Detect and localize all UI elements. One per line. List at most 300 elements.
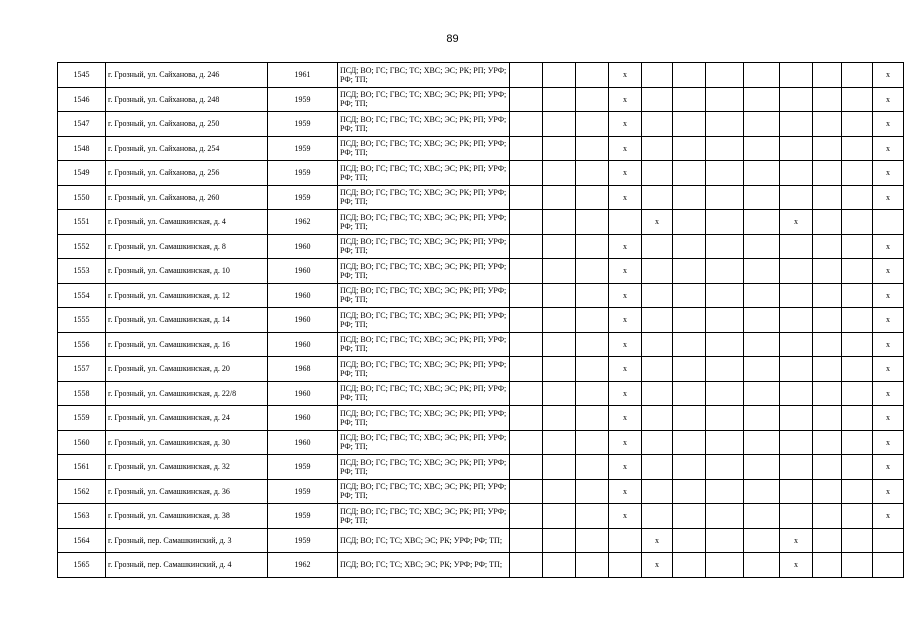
mark-cell [744, 504, 780, 529]
row-number: 1551 [58, 210, 106, 235]
mark-cell [842, 479, 873, 504]
mark-cell [543, 63, 576, 88]
row-number: 1557 [58, 357, 106, 382]
mark-cell [642, 136, 673, 161]
mark-cell [813, 430, 842, 455]
works-cell: ПСД; ВО; ГС; ГВС; ТС; ХВС; ЭС; РК; РП; УРФ; РФ; ТП; [338, 381, 510, 406]
mark-cell [576, 283, 609, 308]
row-number: 1549 [58, 161, 106, 186]
mark-cell [673, 259, 706, 284]
mark-cell [813, 406, 842, 431]
mark-cell: x [609, 283, 642, 308]
mark-cell [510, 136, 543, 161]
mark-cell [842, 455, 873, 480]
works-cell: ПСД; ВО; ГС; ГВС; ТС; ХВС; ЭС; РК; РП; УРФ; РФ; ТП; [338, 308, 510, 333]
mark-cell [780, 455, 813, 480]
mark-cell [706, 332, 744, 357]
works-cell: ПСД; ВО; ГС; ГВС; ТС; ХВС; ЭС; РК; РП; УРФ; РФ; ТП; [338, 161, 510, 186]
mark-cell [543, 87, 576, 112]
mark-cell: x [873, 430, 904, 455]
table-row [58, 528, 904, 553]
mark-cell [673, 234, 706, 259]
mark-cell [842, 259, 873, 284]
mark-cell [813, 332, 842, 357]
address-cell: г. Грозный, пер. Самашкинский, д. 3 [106, 528, 268, 553]
row-number: 1547 [58, 112, 106, 137]
year-cell: 1959 [268, 528, 338, 553]
row-number: 1565 [58, 553, 106, 578]
year-cell: 1960 [268, 283, 338, 308]
mark-cell [510, 504, 543, 529]
mark-cell [576, 479, 609, 504]
mark-cell [673, 63, 706, 88]
address-cell: г. Грозный, ул. Самашкинская, д. 8 [106, 234, 268, 259]
year-cell: 1960 [268, 332, 338, 357]
mark-cell [706, 87, 744, 112]
year-cell: 1959 [268, 504, 338, 529]
mark-cell: x [642, 528, 673, 553]
mark-cell [744, 210, 780, 235]
mark-cell [673, 406, 706, 431]
mark-cell [842, 381, 873, 406]
mark-cell [744, 381, 780, 406]
mark-cell [744, 308, 780, 333]
mark-cell [842, 406, 873, 431]
works-cell: ПСД; ВО; ГС; ГВС; ТС; ХВС; ЭС; РК; РП; УРФ; РФ; ТП; [338, 357, 510, 382]
mark-cell [706, 112, 744, 137]
mark-cell [813, 357, 842, 382]
address-cell: г. Грозный, ул. Сайханова, д. 256 [106, 161, 268, 186]
mark-cell [576, 234, 609, 259]
mark-cell [780, 479, 813, 504]
mark-cell [744, 161, 780, 186]
mark-cell [706, 136, 744, 161]
mark-cell [842, 528, 873, 553]
mark-cell [813, 381, 842, 406]
mark-cell [780, 406, 813, 431]
mark-cell [842, 161, 873, 186]
works-cell: ПСД; ВО; ГС; ГВС; ТС; ХВС; ЭС; РК; РП; УРФ; РФ; ТП; [338, 87, 510, 112]
address-cell: г. Грозный, ул. Сайханова, д. 248 [106, 87, 268, 112]
row-number: 1546 [58, 87, 106, 112]
table-row [58, 63, 904, 88]
mark-cell [873, 553, 904, 578]
mark-cell: x [609, 308, 642, 333]
mark-cell [780, 136, 813, 161]
mark-cell: x [609, 332, 642, 357]
year-cell: 1959 [268, 112, 338, 137]
mark-cell [706, 308, 744, 333]
mark-cell [510, 234, 543, 259]
address-cell: г. Грозный, ул. Сайханова, д. 250 [106, 112, 268, 137]
mark-cell [510, 553, 543, 578]
mark-cell [510, 332, 543, 357]
mark-cell [813, 283, 842, 308]
year-cell: 1961 [268, 63, 338, 88]
mark-cell [780, 283, 813, 308]
year-cell: 1960 [268, 308, 338, 333]
mark-cell: x [873, 63, 904, 88]
mark-cell [576, 504, 609, 529]
mark-cell [744, 357, 780, 382]
mark-cell [576, 553, 609, 578]
address-cell: г. Грозный, ул. Самашкинская, д. 30 [106, 430, 268, 455]
works-cell: ПСД; ВО; ГС; ТС; ХВС; ЭС; РК; УРФ; РФ; ТП; [338, 553, 510, 578]
row-number: 1560 [58, 430, 106, 455]
mark-cell [813, 308, 842, 333]
works-cell: ПСД; ВО; ГС; ГВС; ТС; ХВС; ЭС; РК; РП; УРФ; РФ; ТП; [338, 259, 510, 284]
mark-cell: x [873, 161, 904, 186]
mark-cell [842, 430, 873, 455]
mark-cell [642, 479, 673, 504]
address-cell: г. Грозный, ул. Самашкинская, д. 12 [106, 283, 268, 308]
year-cell: 1960 [268, 234, 338, 259]
mark-cell [543, 283, 576, 308]
mark-cell [673, 87, 706, 112]
mark-cell: x [780, 210, 813, 235]
mark-cell [673, 185, 706, 210]
mark-cell: x [780, 528, 813, 553]
row-number: 1545 [58, 63, 106, 88]
mark-cell [744, 528, 780, 553]
mark-cell [780, 185, 813, 210]
mark-cell [543, 136, 576, 161]
mark-cell [706, 234, 744, 259]
mark-cell [706, 479, 744, 504]
year-cell: 1962 [268, 553, 338, 578]
mark-cell [842, 553, 873, 578]
mark-cell: x [609, 259, 642, 284]
table-row [58, 406, 904, 431]
mark-cell [576, 406, 609, 431]
row-number: 1554 [58, 283, 106, 308]
mark-cell: x [609, 406, 642, 431]
mark-cell: x [873, 259, 904, 284]
mark-cell [642, 406, 673, 431]
row-number: 1559 [58, 406, 106, 431]
works-cell: ПСД; ВО; ГС; ГВС; ТС; ХВС; ЭС; РК; РП; УРФ; РФ; ТП; [338, 63, 510, 88]
mark-cell [576, 185, 609, 210]
address-cell: г. Грозный, ул. Самашкинская, д. 36 [106, 479, 268, 504]
mark-cell [842, 234, 873, 259]
mark-cell [510, 381, 543, 406]
mark-cell [576, 210, 609, 235]
mark-cell: x [873, 455, 904, 480]
works-cell: ПСД; ВО; ГС; ГВС; ТС; ХВС; ЭС; РК; РП; УРФ; РФ; ТП; [338, 504, 510, 529]
mark-cell [510, 185, 543, 210]
mark-cell: x [609, 185, 642, 210]
address-cell: г. Грозный, пер. Самашкинский, д. 4 [106, 553, 268, 578]
mark-cell [780, 259, 813, 284]
year-cell: 1960 [268, 259, 338, 284]
mark-cell [543, 479, 576, 504]
works-cell: ПСД; ВО; ГС; ТС; ХВС; ЭС; РК; УРФ; РФ; ТП; [338, 528, 510, 553]
mark-cell [642, 161, 673, 186]
mark-cell [744, 283, 780, 308]
works-cell: ПСД; ВО; ГС; ГВС; ТС; ХВС; ЭС; РК; РП; УРФ; РФ; ТП; [338, 136, 510, 161]
mark-cell [842, 504, 873, 529]
mark-cell [543, 381, 576, 406]
year-cell: 1960 [268, 406, 338, 431]
mark-cell [642, 63, 673, 88]
mark-cell [510, 430, 543, 455]
mark-cell [813, 185, 842, 210]
works-cell: ПСД; ВО; ГС; ГВС; ТС; ХВС; ЭС; РК; РП; УРФ; РФ; ТП; [338, 332, 510, 357]
mark-cell [673, 112, 706, 137]
mark-cell: x [609, 136, 642, 161]
mark-cell [543, 185, 576, 210]
mark-cell [543, 259, 576, 284]
mark-cell [744, 332, 780, 357]
mark-cell [576, 455, 609, 480]
mark-cell [510, 112, 543, 137]
mark-cell [642, 234, 673, 259]
mark-cell: x [873, 234, 904, 259]
works-cell: ПСД; ВО; ГС; ГВС; ТС; ХВС; ЭС; РК; РП; УРФ; РФ; ТП; [338, 479, 510, 504]
mark-cell [780, 87, 813, 112]
mark-cell [576, 112, 609, 137]
mark-cell [543, 357, 576, 382]
table-row [58, 504, 904, 529]
row-number: 1556 [58, 332, 106, 357]
year-cell: 1959 [268, 161, 338, 186]
year-cell: 1960 [268, 381, 338, 406]
mark-cell: x [609, 357, 642, 382]
address-cell: г. Грозный, ул. Самашкинская, д. 32 [106, 455, 268, 480]
year-cell: 1959 [268, 136, 338, 161]
mark-cell [510, 455, 543, 480]
mark-cell [642, 112, 673, 137]
mark-cell [813, 161, 842, 186]
mark-cell: x [609, 234, 642, 259]
mark-cell [842, 332, 873, 357]
mark-cell: x [873, 357, 904, 382]
mark-cell [510, 528, 543, 553]
mark-cell [842, 357, 873, 382]
mark-cell [780, 63, 813, 88]
table-row [58, 381, 904, 406]
mark-cell [510, 479, 543, 504]
mark-cell [744, 553, 780, 578]
row-number: 1548 [58, 136, 106, 161]
mark-cell [642, 308, 673, 333]
works-cell: ПСД; ВО; ГС; ГВС; ТС; ХВС; ЭС; РК; РП; УРФ; РФ; ТП; [338, 430, 510, 455]
mark-cell [706, 553, 744, 578]
mark-cell [813, 455, 842, 480]
mark-cell [744, 455, 780, 480]
mark-cell [813, 136, 842, 161]
mark-cell [510, 63, 543, 88]
mark-cell [576, 259, 609, 284]
mark-cell [842, 63, 873, 88]
mark-cell [842, 210, 873, 235]
mark-cell: x [609, 161, 642, 186]
mark-cell [706, 406, 744, 431]
year-cell: 1959 [268, 479, 338, 504]
address-cell: г. Грозный, ул. Самашкинская, д. 22/8 [106, 381, 268, 406]
year-cell: 1959 [268, 87, 338, 112]
mark-cell [543, 112, 576, 137]
mark-cell: x [609, 504, 642, 529]
mark-cell [510, 283, 543, 308]
page-number: 89 [446, 33, 459, 45]
row-number: 1561 [58, 455, 106, 480]
mark-cell [744, 479, 780, 504]
mark-cell [543, 455, 576, 480]
mark-cell: x [873, 185, 904, 210]
mark-cell: x [873, 406, 904, 431]
works-cell: ПСД; ВО; ГС; ГВС; ТС; ХВС; ЭС; РК; РП; УРФ; РФ; ТП; [338, 185, 510, 210]
mark-cell [706, 210, 744, 235]
year-cell: 1959 [268, 455, 338, 480]
table-row [58, 210, 904, 235]
mark-cell: x [873, 87, 904, 112]
mark-cell [780, 430, 813, 455]
mark-cell: x [873, 381, 904, 406]
mark-cell [813, 87, 842, 112]
mark-cell: x [609, 63, 642, 88]
mark-cell [510, 259, 543, 284]
mark-cell [510, 406, 543, 431]
address-cell: г. Грозный, ул. Самашкинская, д. 10 [106, 259, 268, 284]
mark-cell [642, 455, 673, 480]
mark-cell [543, 528, 576, 553]
row-number: 1553 [58, 259, 106, 284]
address-cell: г. Грозный, ул. Сайханова, д. 260 [106, 185, 268, 210]
mark-cell: x [609, 112, 642, 137]
mark-cell [706, 161, 744, 186]
mark-cell [673, 283, 706, 308]
row-number: 1558 [58, 381, 106, 406]
mark-cell [642, 357, 673, 382]
mark-cell [576, 357, 609, 382]
mark-cell [673, 479, 706, 504]
mark-cell [543, 308, 576, 333]
row-number: 1550 [58, 185, 106, 210]
mark-cell [642, 259, 673, 284]
mark-cell [842, 283, 873, 308]
row-number: 1564 [58, 528, 106, 553]
mark-cell [642, 430, 673, 455]
mark-cell [543, 553, 576, 578]
mark-cell [780, 357, 813, 382]
table-row [58, 455, 904, 480]
table-row [58, 136, 904, 161]
mark-cell: x [609, 381, 642, 406]
address-cell: г. Грозный, ул. Самашкинская, д. 16 [106, 332, 268, 357]
table-row [58, 161, 904, 186]
mark-cell [673, 528, 706, 553]
mark-cell: x [642, 210, 673, 235]
mark-cell: x [780, 553, 813, 578]
mark-cell [706, 455, 744, 480]
mark-cell: x [873, 504, 904, 529]
mark-cell [813, 528, 842, 553]
mark-cell [576, 332, 609, 357]
year-cell: 1962 [268, 210, 338, 235]
mark-cell [673, 455, 706, 480]
mark-cell [642, 283, 673, 308]
mark-cell [543, 161, 576, 186]
mark-cell [706, 283, 744, 308]
mark-cell [873, 528, 904, 553]
mark-cell [673, 161, 706, 186]
mark-cell [813, 210, 842, 235]
table-row [58, 112, 904, 137]
mark-cell: x [873, 283, 904, 308]
mark-cell: x [609, 479, 642, 504]
mark-cell [780, 234, 813, 259]
mark-cell [576, 430, 609, 455]
mark-cell [673, 430, 706, 455]
mark-cell: x [873, 332, 904, 357]
mark-cell: x [609, 430, 642, 455]
table-body [58, 63, 904, 578]
mark-cell [813, 259, 842, 284]
mark-cell [706, 528, 744, 553]
mark-cell [706, 504, 744, 529]
mark-cell [780, 381, 813, 406]
housing-register-table [57, 62, 904, 578]
address-cell: г. Грозный, ул. Самашкинская, д. 4 [106, 210, 268, 235]
mark-cell [642, 504, 673, 529]
table-row [58, 308, 904, 333]
mark-cell [842, 87, 873, 112]
mark-cell [609, 553, 642, 578]
mark-cell [543, 210, 576, 235]
mark-cell [813, 553, 842, 578]
mark-cell: x [873, 112, 904, 137]
table-row [58, 479, 904, 504]
mark-cell [673, 504, 706, 529]
mark-cell [673, 357, 706, 382]
address-cell: г. Грозный, ул. Самашкинская, д. 38 [106, 504, 268, 529]
mark-cell [543, 430, 576, 455]
mark-cell [744, 234, 780, 259]
row-number: 1562 [58, 479, 106, 504]
mark-cell [576, 161, 609, 186]
address-cell: г. Грозный, ул. Сайханова, д. 254 [106, 136, 268, 161]
mark-cell [642, 332, 673, 357]
year-cell: 1959 [268, 185, 338, 210]
mark-cell [744, 185, 780, 210]
table-row [58, 87, 904, 112]
mark-cell [609, 528, 642, 553]
works-cell: ПСД; ВО; ГС; ГВС; ТС; ХВС; ЭС; РК; РП; УРФ; РФ; ТП; [338, 234, 510, 259]
mark-cell [744, 406, 780, 431]
mark-cell [780, 161, 813, 186]
mark-cell [673, 553, 706, 578]
mark-cell [510, 87, 543, 112]
table-row [58, 357, 904, 382]
table-row [58, 332, 904, 357]
mark-cell [510, 210, 543, 235]
mark-cell [842, 136, 873, 161]
mark-cell [673, 210, 706, 235]
mark-cell [510, 161, 543, 186]
year-cell: 1960 [268, 430, 338, 455]
mark-cell: x [873, 479, 904, 504]
row-number: 1563 [58, 504, 106, 529]
mark-cell [706, 185, 744, 210]
address-cell: г. Грозный, ул. Сайханова, д. 246 [106, 63, 268, 88]
mark-cell [744, 63, 780, 88]
mark-cell [813, 479, 842, 504]
year-cell: 1968 [268, 357, 338, 382]
mark-cell [813, 234, 842, 259]
mark-cell [780, 308, 813, 333]
mark-cell [543, 332, 576, 357]
